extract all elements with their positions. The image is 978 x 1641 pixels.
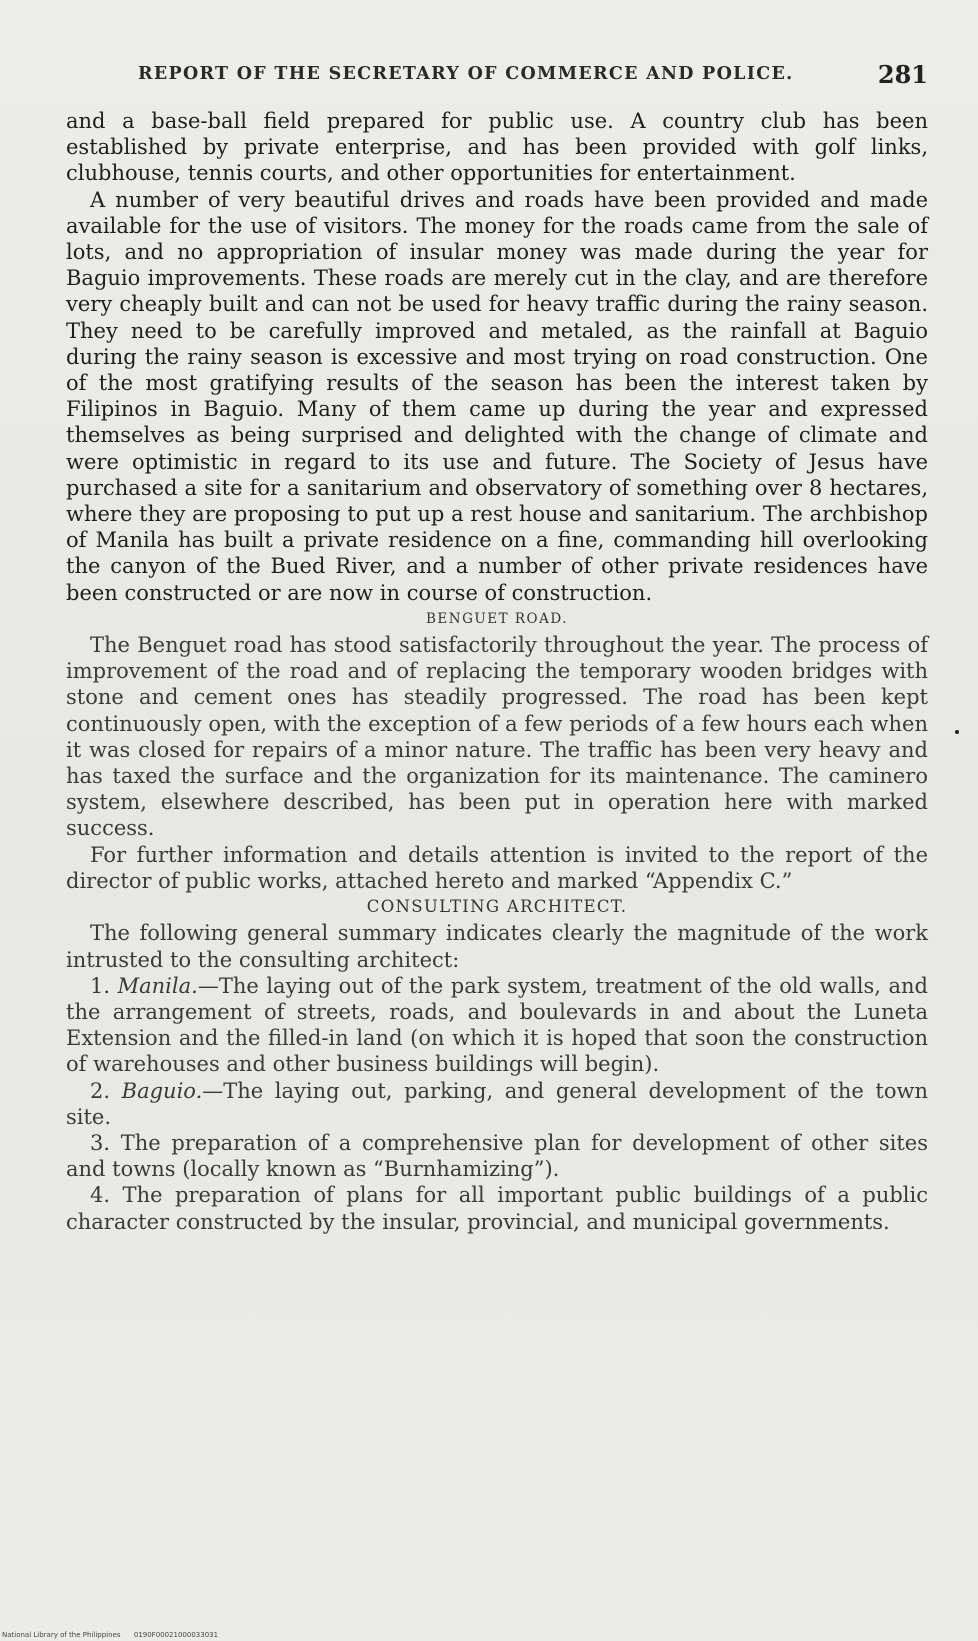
paragraph-drives-and-roads: A number of very beautiful drives and roads have been provided and made available for the use of visitors. The money for the roads came from the sale of lots, and no appropriation of insular money was made during the year for Baguio improvements. These roads are merely cut in the clay, and are therefore very cheaply built and can not be used for heavy traffic during the rainy season. They need to be carefully improved and metaled, as the rainfall at Baguio during the rainy season is excessive and most trying on road construction. One of the most gratifying results of the season has been the interest taken by Filipinos in Baguio. Many of them came up during the year and expressed themselves as being surprised and delighted with the change of climate and were optimistic in regard to its use and future. The Society of Jesus have purchased a site for a sanitarium and observatory of something over 8 hectares, where they are proposing to put up a rest house and sanitarium. The archbishop of Manila has built a private residence on a fine, commanding hill overlooking the canyon of the Bued River, and a number of other private residences have been constructed or are now in course of construction. [66,187,928,605]
list-text-manila: —The laying out of the park system, treatment of the old walls, and the arrangement of streets, roads, and boulevards in and about the Luneta Extension and the filled-in land (on which it is hoped that soon the construction of warehouses and other business buildings will begin). [66,973,928,1077]
list-text-baguio: —The laying out, parking, and general development of the town site. [66,1078,928,1129]
list-item-comprehensive-plan: 3. The preparation of a comprehensive plan for development of other sites and towns (locally known as “Burnhamizing”). [66,1130,928,1182]
paragraph-benguet-road: The Benguet road has stood satisfactorily throughout the year. The process of improvement of the road and of replacing the temporary wooden bridges with stone and cement ones has steadily progressed. The road has been kept continuously open, with the exception of a few periods of a few hours each when it was closed for repairs of a minor nature. The traffic has been very heavy and has taxed the surface and the organization for its maintenance. The caminero system, elsewhere described, has been put in operation here with marked success. [66,633,929,841]
scan-footer [2,1631,218,1639]
running-header [138,60,928,90]
list-item-baguio [66,1078,928,1130]
page-body [66,108,928,1235]
paragraph-summary-intro: The following general summary indicates clearly the magnitude of the work intrusted to the consulting architect: [66,921,928,972]
list-item-public-buildings: 4. The preparation of plans for all important public buildings of a public character constructed by the insular, provincial, and municipal governments. [66,1183,928,1234]
list-number: 1. [90,973,111,998]
footer-library: National Library of the Philippines [2,1631,121,1639]
list-label-manila: Manila. [117,973,198,998]
section-heading-benguet-road: BENGUET ROAD. [425,610,568,627]
page-number: 281 [877,60,928,89]
footer-id: 0190F00021000033031 [133,1631,219,1639]
list-item-manila [66,973,928,1078]
section-heading-consulting-architect: CONSULTING ARCHITECT. [366,897,628,917]
header-title: REPORT OF THE SECRETARY OF COMMERCE AND POLICE. [138,64,794,84]
paragraph-continuation: and a base-ball field prepared for public use. A country club has been established by private enterprise, and has been provided with golf links, clubhouse, tennis courts, and other opportunities for entertainment. [66,109,928,186]
paragraph-further-information: For further information and details attention is invited to the report of the director of public works, attached hereto and marked “Appendix C.” [66,842,928,893]
list-label-baguio: Baguio. [121,1078,203,1103]
list-number: 2. [90,1078,111,1103]
print-speck [955,730,959,734]
